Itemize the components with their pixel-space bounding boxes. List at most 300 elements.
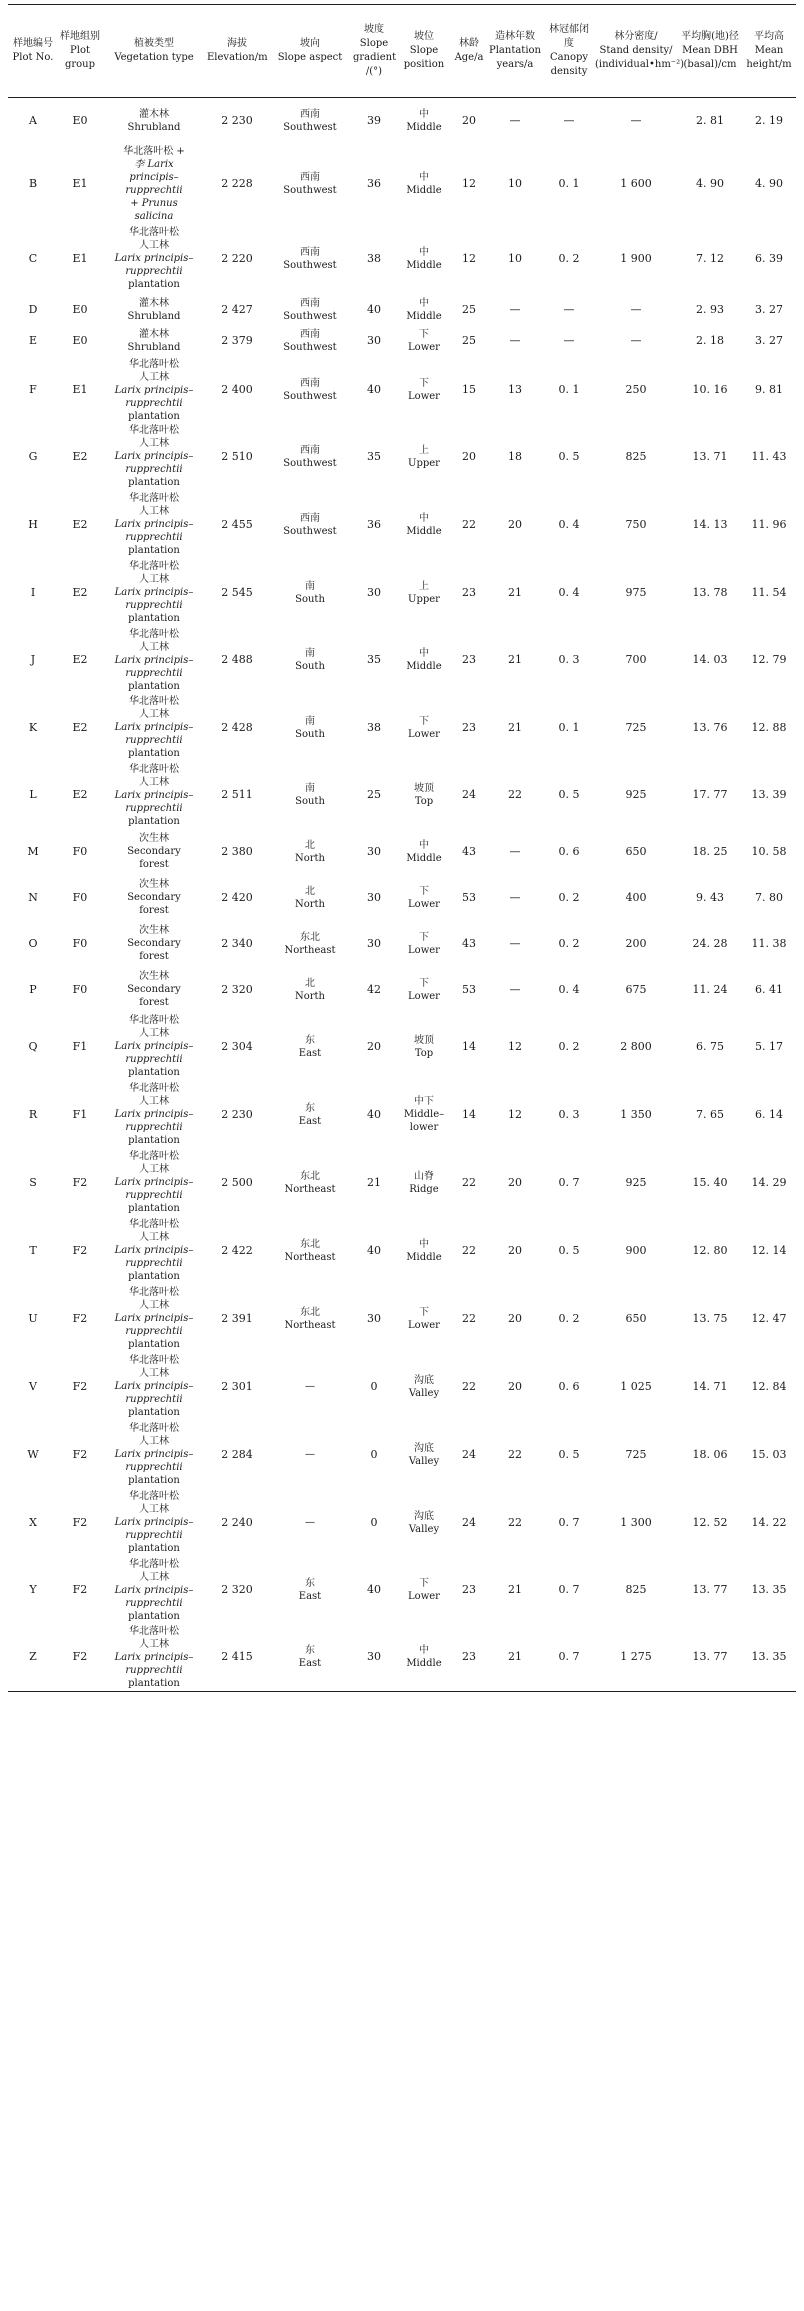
cell-value: 20: [367, 1039, 381, 1053]
plantation-years-cell: [486, 1557, 544, 1624]
slope-position-cell: [396, 762, 452, 829]
cell-line: plantation: [128, 1135, 180, 1146]
cell-line: North: [294, 852, 325, 864]
table-row: [8, 423, 796, 491]
cell-value: 2 320: [221, 1583, 253, 1596]
cell-value: 2 422: [221, 1243, 253, 1257]
slope-aspect-cell: [268, 145, 352, 223]
mean-height-cell: [742, 423, 796, 491]
elevation-cell: [206, 1353, 268, 1421]
elevation-cell: [206, 1489, 268, 1557]
table-row: [8, 145, 796, 223]
cell-value: 20: [462, 114, 476, 128]
age-cell: [452, 921, 486, 967]
plot-no-cell: [8, 1353, 58, 1421]
cell-value: 20: [508, 1243, 522, 1257]
cell-line: 华北落叶松: [129, 1355, 179, 1366]
cell-value: 2 428: [221, 720, 253, 734]
cell-value: Z: [29, 1650, 37, 1664]
canopy-density-cell: [544, 967, 594, 1013]
plot-no-cell: [8, 627, 58, 694]
mean-height-cell: [742, 295, 796, 325]
cell-line: Northeast: [284, 1251, 336, 1263]
canopy-density-cell: [544, 1353, 594, 1421]
cell-line: plantation: [128, 545, 180, 556]
cell-line: 人工林: [139, 240, 169, 251]
cell-value: 6. 14: [755, 1107, 783, 1121]
cell-line: 中: [419, 109, 429, 121]
plot-group-cell: [58, 1489, 102, 1557]
mean-dbh-cell: [678, 829, 742, 875]
slope-position-cell: [396, 1624, 452, 1692]
cell-value: 24: [462, 788, 476, 801]
cell-line: plantation: [128, 1475, 180, 1486]
cell-line: 李 Larix: [134, 158, 174, 170]
cell-value: 10. 16: [692, 383, 728, 396]
cell-value: 15: [462, 383, 476, 396]
slope-gradient-cell: [352, 762, 396, 829]
elevation-cell: [206, 627, 268, 694]
cell-line: rupprechtii: [125, 532, 183, 543]
stand-density-cell: [594, 325, 678, 358]
cell-line: Middle: [406, 661, 442, 672]
plantation-years-cell: [486, 491, 544, 559]
cell-line: rupprechtii: [125, 1664, 183, 1676]
vegetation-type-cell: [102, 1624, 206, 1692]
elevation-cell: [206, 491, 268, 559]
plot-no-cell: [8, 98, 58, 145]
vegetation-type-cell: [102, 1149, 206, 1217]
cell-value: 725: [625, 1447, 647, 1461]
cell-line: 东: [305, 1578, 315, 1589]
cell-value: 22: [462, 1175, 476, 1189]
cell-value: 18. 25: [692, 844, 728, 858]
cell-value: 40: [367, 302, 381, 316]
cell-line: 人工林: [139, 1436, 169, 1447]
header-slope-aspect: 坡向 Slope aspect: [268, 5, 352, 98]
slope-aspect-cell: [268, 1149, 352, 1217]
cell-line: Lower: [408, 728, 440, 740]
cell-line: Lower: [408, 990, 440, 1002]
cell-line: 灌木林: [139, 329, 169, 340]
cell-line: 人工林: [139, 506, 169, 517]
cell-line: 东北: [300, 1170, 320, 1182]
mean-dbh-cell: [678, 921, 742, 967]
cell-value: 14: [462, 1039, 476, 1053]
cell-line: 华北落叶松: [129, 1625, 179, 1637]
slope-aspect-cell: [268, 1421, 352, 1489]
cell-line: plantation: [128, 1543, 180, 1554]
header-mean-dbh: 平均胸(地)径 Mean DBH (basal)/cm: [678, 5, 742, 98]
cell-value: 0. 6: [558, 844, 580, 858]
cell-value: 7. 80: [755, 890, 783, 904]
plot-group-cell: [58, 967, 102, 1013]
plot-group-cell: [58, 358, 102, 423]
plantation-years-cell: [486, 98, 544, 145]
cell-value: M: [27, 844, 39, 858]
table-row: [8, 1149, 796, 1217]
cell-line: 华北落叶松: [129, 358, 179, 370]
cell-line: Top: [414, 1047, 434, 1059]
cell-line: Northeast: [284, 944, 336, 956]
mean-dbh-cell: [678, 1353, 742, 1421]
mean-dbh-cell: [678, 1285, 742, 1353]
plot-characteristics-table: [8, 4, 796, 1692]
cell-line: 上: [419, 444, 429, 456]
mean-dbh-cell: [678, 762, 742, 829]
cell-value: 36: [367, 176, 381, 190]
cell-line: 东北: [300, 931, 320, 943]
cell-value: —: [509, 982, 521, 996]
cell-line: 中: [419, 512, 429, 524]
cell-line: rupprechtii: [125, 667, 183, 679]
vegetation-type-cell: [102, 1217, 206, 1285]
cell-line: plantation: [128, 410, 180, 422]
canopy-density-cell: [544, 1489, 594, 1557]
slope-aspect-cell: [268, 694, 352, 762]
cell-value: C: [28, 251, 38, 265]
slope-aspect-cell: [268, 1013, 352, 1081]
vegetation-type-cell: [102, 1285, 206, 1353]
mean-dbh-cell: [678, 559, 742, 627]
cell-line: 上: [419, 580, 429, 592]
elevation-cell: [206, 295, 268, 325]
plantation-years-cell: [486, 295, 544, 325]
cell-value: 12. 52: [692, 1515, 728, 1529]
plantation-years-cell: [486, 1421, 544, 1489]
cell-line: 坡顶: [414, 783, 434, 794]
canopy-density-cell: [544, 694, 594, 762]
mean-dbh-cell: [678, 1013, 742, 1081]
cell-line: 次生林: [139, 833, 169, 844]
cell-line: rupprechtii: [125, 1530, 183, 1541]
cell-line: rupprechtii: [125, 1462, 183, 1473]
slope-position-cell: [396, 627, 452, 694]
cell-value: 0. 4: [558, 982, 580, 996]
cell-value: —: [509, 936, 521, 950]
table-row: [8, 295, 796, 325]
cell-value: 40: [367, 1107, 381, 1121]
cell-line: 华北落叶松: [129, 1491, 179, 1502]
cell-line: 北: [305, 839, 315, 851]
cell-value: 2 284: [221, 1447, 253, 1461]
cell-line: 下: [419, 715, 429, 727]
vegetation-type-cell: [102, 1353, 206, 1421]
vegetation-type-cell: [102, 875, 206, 921]
cell-value: 6. 75: [696, 1039, 724, 1053]
vegetation-type-cell: [102, 98, 206, 145]
table-row: [8, 762, 796, 829]
slope-gradient-cell: [352, 967, 396, 1013]
age-cell: [452, 559, 486, 627]
cell-line: Shrubland: [127, 342, 181, 353]
plot-group-cell: [58, 1013, 102, 1081]
mean-dbh-cell: [678, 491, 742, 559]
mean-dbh-cell: [678, 1624, 742, 1692]
slope-position-cell: [396, 145, 452, 223]
age-cell: [452, 1285, 486, 1353]
cell-value: 20: [508, 1311, 522, 1325]
slope-aspect-cell: [268, 358, 352, 423]
cell-line: 西南: [300, 444, 320, 456]
cell-value: 21: [508, 1583, 522, 1596]
vegetation-type-cell: [102, 1013, 206, 1081]
cell-value: 15. 40: [692, 1175, 728, 1189]
cell-line: plantation: [128, 279, 180, 290]
cell-value: 22: [462, 1311, 476, 1325]
table-row: [8, 829, 796, 875]
cell-value: 14. 29: [751, 1175, 787, 1189]
cell-value: 18: [508, 449, 522, 463]
plot-group-cell: [58, 1421, 102, 1489]
canopy-density-cell: [544, 875, 594, 921]
stand-density-cell: [594, 1421, 678, 1489]
cell-line: 西南: [300, 109, 320, 121]
cell-line: —: [305, 1517, 315, 1528]
cell-line: Lower: [408, 1319, 440, 1331]
cell-value: 21: [508, 1650, 522, 1664]
cell-line: 华北落叶松: [129, 1423, 179, 1434]
cell-value: 6. 39: [755, 251, 783, 265]
mean-height-cell: [742, 921, 796, 967]
cell-line: rupprechtii: [125, 266, 183, 277]
slope-position-cell: [396, 1421, 452, 1489]
plot-group-cell: [58, 875, 102, 921]
slope-position-cell: [396, 98, 452, 145]
cell-line: South: [295, 728, 325, 740]
cell-line: Larix principis–: [114, 1177, 194, 1188]
cell-line: Valley: [408, 1387, 440, 1399]
cell-value: 12: [462, 176, 476, 190]
table-row: [8, 325, 796, 358]
cell-value: 25: [462, 302, 476, 316]
table-row: [8, 1285, 796, 1353]
cell-value: F2: [72, 1311, 88, 1325]
cell-line: 人工林: [139, 1164, 169, 1175]
cell-value: 18. 06: [692, 1447, 728, 1461]
stand-density-cell: [594, 762, 678, 829]
cell-line: Middle: [406, 310, 442, 322]
cell-value: 0. 4: [558, 585, 580, 599]
cell-value: 400: [625, 890, 647, 904]
cell-value: E0: [72, 334, 88, 347]
slope-gradient-cell: [352, 1557, 396, 1624]
cell-value: 53: [462, 890, 476, 904]
mean-height-cell: [742, 325, 796, 358]
slope-position-cell: [396, 559, 452, 627]
vegetation-type-cell: [102, 358, 206, 423]
cell-line: Middle: [406, 1251, 442, 1263]
cell-value: 30: [367, 334, 381, 347]
slope-position-cell: [396, 1149, 452, 1217]
cell-line: Valley: [408, 1455, 440, 1467]
stand-density-cell: [594, 694, 678, 762]
cell-line: 东: [305, 1645, 315, 1657]
table-row: [8, 1557, 796, 1624]
cell-value: 53: [462, 982, 476, 996]
slope-gradient-cell: [352, 145, 396, 223]
cell-line: 华北落叶松: [129, 628, 179, 640]
cell-line: plantation: [128, 1339, 180, 1350]
plot-no-cell: [8, 295, 58, 325]
cell-line: 下: [419, 1306, 429, 1318]
cell-line: 华北落叶松: [129, 1219, 179, 1230]
cell-value: 2 320: [221, 982, 253, 996]
cell-value: 21: [508, 585, 522, 599]
cell-value: 20: [462, 449, 476, 463]
cell-value: 13. 78: [692, 585, 728, 599]
cell-value: E2: [72, 517, 88, 531]
cell-value: 1 300: [620, 1515, 652, 1529]
plantation-years-cell: [486, 423, 544, 491]
plot-no-cell: [8, 223, 58, 295]
cell-line: Larix principis–: [114, 253, 194, 264]
cell-line: 中: [419, 648, 429, 659]
cell-line: 华北落叶松: [129, 561, 179, 572]
slope-gradient-cell: [352, 325, 396, 358]
stand-density-cell: [594, 1149, 678, 1217]
cell-line: Lower: [408, 342, 440, 353]
plantation-years-cell: [486, 358, 544, 423]
cell-line: 灌木林: [139, 297, 169, 309]
cell-value: 0. 3: [558, 1107, 580, 1121]
mean-height-cell: [742, 1421, 796, 1489]
age-cell: [452, 1149, 486, 1217]
cell-value: 12. 88: [751, 720, 787, 734]
cell-value: 0: [370, 1515, 378, 1529]
stand-density-cell: [594, 491, 678, 559]
cell-line: Southwest: [283, 342, 337, 353]
cell-line: Northeast: [284, 1319, 336, 1331]
cell-value: E2: [72, 788, 88, 801]
cell-line: Larix principis–: [114, 1109, 194, 1120]
cell-line: Southwest: [283, 457, 337, 469]
slope-position-cell: [396, 325, 452, 358]
cell-value: 2 228: [221, 176, 253, 190]
vegetation-type-cell: [102, 325, 206, 358]
cell-line: plantation: [128, 680, 180, 692]
cell-value: F2: [72, 1583, 88, 1596]
elevation-cell: [206, 559, 268, 627]
cell-value: T: [29, 1243, 37, 1257]
slope-gradient-cell: [352, 829, 396, 875]
cell-value: A: [29, 114, 37, 128]
cell-line: Secondary: [127, 938, 181, 949]
cell-value: 12. 84: [751, 1379, 787, 1393]
cell-line: Southwest: [283, 184, 337, 196]
vegetation-type-cell: [102, 967, 206, 1013]
cell-line: rupprechtii: [125, 1394, 183, 1405]
cell-value: 2 455: [221, 517, 253, 531]
table-row: [8, 921, 796, 967]
canopy-density-cell: [544, 1624, 594, 1692]
slope-gradient-cell: [352, 1489, 396, 1557]
cell-line: 华北落叶松: [129, 493, 179, 504]
elevation-cell: [206, 1149, 268, 1217]
age-cell: [452, 358, 486, 423]
cell-value: 1 275: [620, 1650, 652, 1664]
cell-line: 东: [305, 1034, 315, 1046]
slope-aspect-cell: [268, 559, 352, 627]
mean-height-cell: [742, 762, 796, 829]
slope-aspect-cell: [268, 98, 352, 145]
cell-value: 2 240: [221, 1515, 253, 1529]
plot-no-cell: [8, 1217, 58, 1285]
cell-value: E0: [72, 302, 88, 316]
cell-value: —: [509, 334, 521, 347]
cell-value: B: [28, 176, 38, 190]
cell-line: 北: [305, 885, 315, 897]
cell-line: 山脊: [414, 1170, 434, 1182]
stand-density-cell: [594, 559, 678, 627]
header-slope-position: 坡位 Slope position: [396, 5, 452, 98]
cell-value: E2: [72, 449, 88, 463]
cell-value: E0: [72, 114, 88, 128]
table-row: [8, 1217, 796, 1285]
cell-value: 200: [625, 936, 647, 950]
cell-value: 0. 1: [558, 720, 580, 734]
table-row: [8, 1013, 796, 1081]
mean-height-cell: [742, 1013, 796, 1081]
cell-line: Top: [414, 796, 434, 807]
mean-dbh-cell: [678, 1557, 742, 1624]
cell-value: E1: [72, 176, 88, 190]
cell-value: 13. 76: [692, 720, 728, 734]
cell-value: 900: [625, 1243, 647, 1257]
cell-value: 12. 47: [751, 1311, 787, 1325]
cell-value: 650: [625, 844, 647, 858]
plot-no-cell: [8, 967, 58, 1013]
cell-value: 14. 13: [692, 517, 728, 531]
cell-line: 人工林: [139, 1504, 169, 1515]
slope-position-cell: [396, 1217, 452, 1285]
cell-value: 0. 7: [558, 1515, 580, 1529]
cell-value: 0. 2: [558, 1311, 580, 1325]
elevation-cell: [206, 1624, 268, 1692]
cell-line: 华北落叶松: [129, 227, 179, 238]
header-mean-height: 平均高 Mean height/m: [742, 5, 796, 98]
cell-value: —: [630, 114, 642, 128]
slope-position-cell: [396, 1557, 452, 1624]
plantation-years-cell: [486, 627, 544, 694]
canopy-density-cell: [544, 1217, 594, 1285]
slope-aspect-cell: [268, 829, 352, 875]
cell-value: 12. 80: [692, 1243, 728, 1257]
plantation-years-cell: [486, 1149, 544, 1217]
cell-line: Larix principis–: [114, 1313, 194, 1324]
cell-value: 0. 2: [558, 936, 580, 950]
mean-dbh-cell: [678, 295, 742, 325]
cell-value: 17. 77: [692, 788, 728, 801]
elevation-cell: [206, 145, 268, 223]
cell-value: 22: [462, 1379, 476, 1393]
cell-line: 人工林: [139, 1096, 169, 1107]
cell-value: 30: [367, 1650, 381, 1664]
cell-value: 13. 39: [751, 788, 787, 801]
elevation-cell: [206, 921, 268, 967]
stand-density-cell: [594, 1013, 678, 1081]
elevation-cell: [206, 325, 268, 358]
cell-value: —: [563, 114, 575, 128]
cell-line: Secondary: [127, 984, 181, 995]
cell-line: East: [298, 1115, 322, 1127]
cell-line: 华北落叶松: [129, 696, 179, 707]
cell-value: 24: [462, 1447, 476, 1461]
cell-value: F2: [72, 1447, 88, 1461]
cell-line: Larix principis–: [114, 1517, 194, 1528]
cell-value: 0. 7: [558, 1650, 580, 1664]
cell-value: 40: [367, 1243, 381, 1257]
